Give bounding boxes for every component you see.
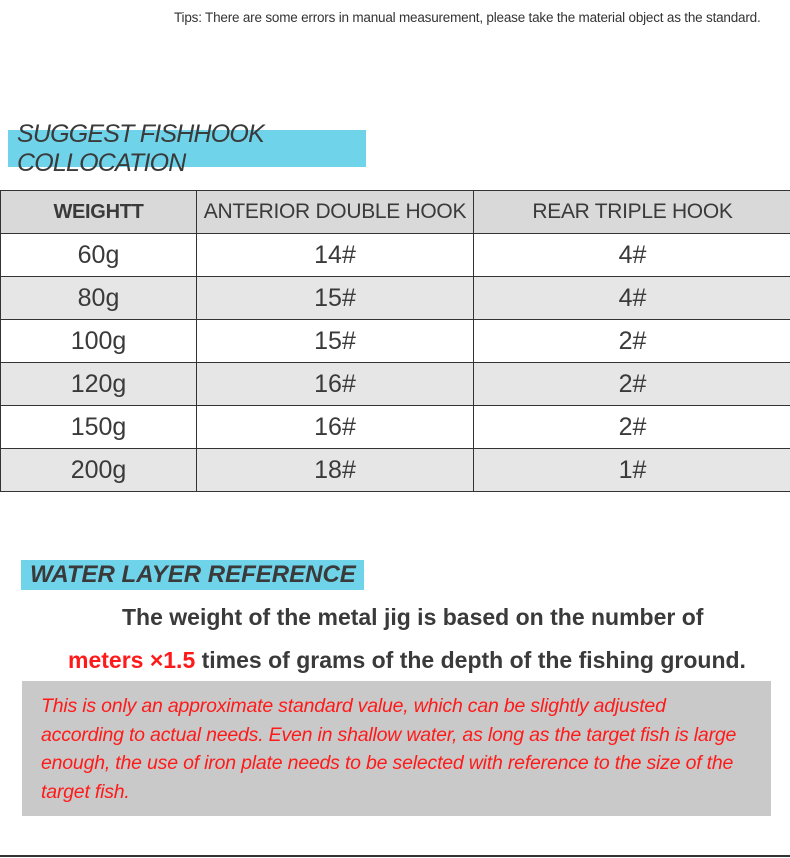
water-layer-section-title: WATER LAYER REFERENCE	[21, 560, 364, 590]
cell-triple-hook: 1#	[474, 449, 790, 492]
cell-triple-hook: 2#	[474, 320, 790, 363]
cell-double-hook: 15#	[197, 320, 474, 363]
note-text: This is only an approximate standard value, which can be slightly adjusted according to actual needs. Even in shallow water, as long as the target fish is large enough, the use of iron plate needs to be selected with reference to the size of the target fish.	[41, 695, 737, 803]
jig-weight-rule-line2	[68, 647, 746, 674]
rule-rest: times of grams of the depth of the fishing ground.	[195, 647, 746, 673]
cell-weight: 100g	[1, 320, 197, 363]
table-row	[1, 320, 790, 363]
header-anterior-double-hook: ANTERIOR DOUBLE HOOK	[197, 191, 474, 234]
table-row	[1, 234, 790, 277]
cell-triple-hook: 2#	[474, 363, 790, 406]
rule-highlight: meters ×1.5	[68, 647, 196, 673]
table-row	[1, 449, 790, 492]
tips-text: Tips: There are some errors in manual measurement, please take the material object as the standard.	[174, 10, 761, 25]
cell-weight: 150g	[1, 406, 197, 449]
cell-weight: 80g	[1, 277, 197, 320]
cell-weight: 60g	[1, 234, 197, 277]
header-weight: WEIGHTT	[1, 191, 197, 234]
note-box	[22, 681, 771, 816]
cell-double-hook: 15#	[197, 277, 474, 320]
cell-double-hook: 18#	[197, 449, 474, 492]
cell-double-hook: 16#	[197, 406, 474, 449]
fishhook-table	[0, 190, 790, 492]
table-row	[1, 277, 790, 320]
cell-double-hook: 16#	[197, 363, 474, 406]
divider	[0, 855, 790, 857]
table-header-row	[1, 191, 790, 234]
fishhook-section-title: SUGGEST FISHHOOK COLLOCATION	[8, 130, 366, 167]
cell-triple-hook: 2#	[474, 406, 790, 449]
jig-weight-rule-line1: The weight of the metal jig is based on the number of	[122, 604, 704, 630]
cell-double-hook: 14#	[197, 234, 474, 277]
header-rear-triple-hook: REAR TRIPLE HOOK	[474, 191, 790, 234]
table-row	[1, 363, 790, 406]
cell-weight: 120g	[1, 363, 197, 406]
table-row	[1, 406, 790, 449]
cell-triple-hook: 4#	[474, 277, 790, 320]
cell-weight: 200g	[1, 449, 197, 492]
cell-triple-hook: 4#	[474, 234, 790, 277]
